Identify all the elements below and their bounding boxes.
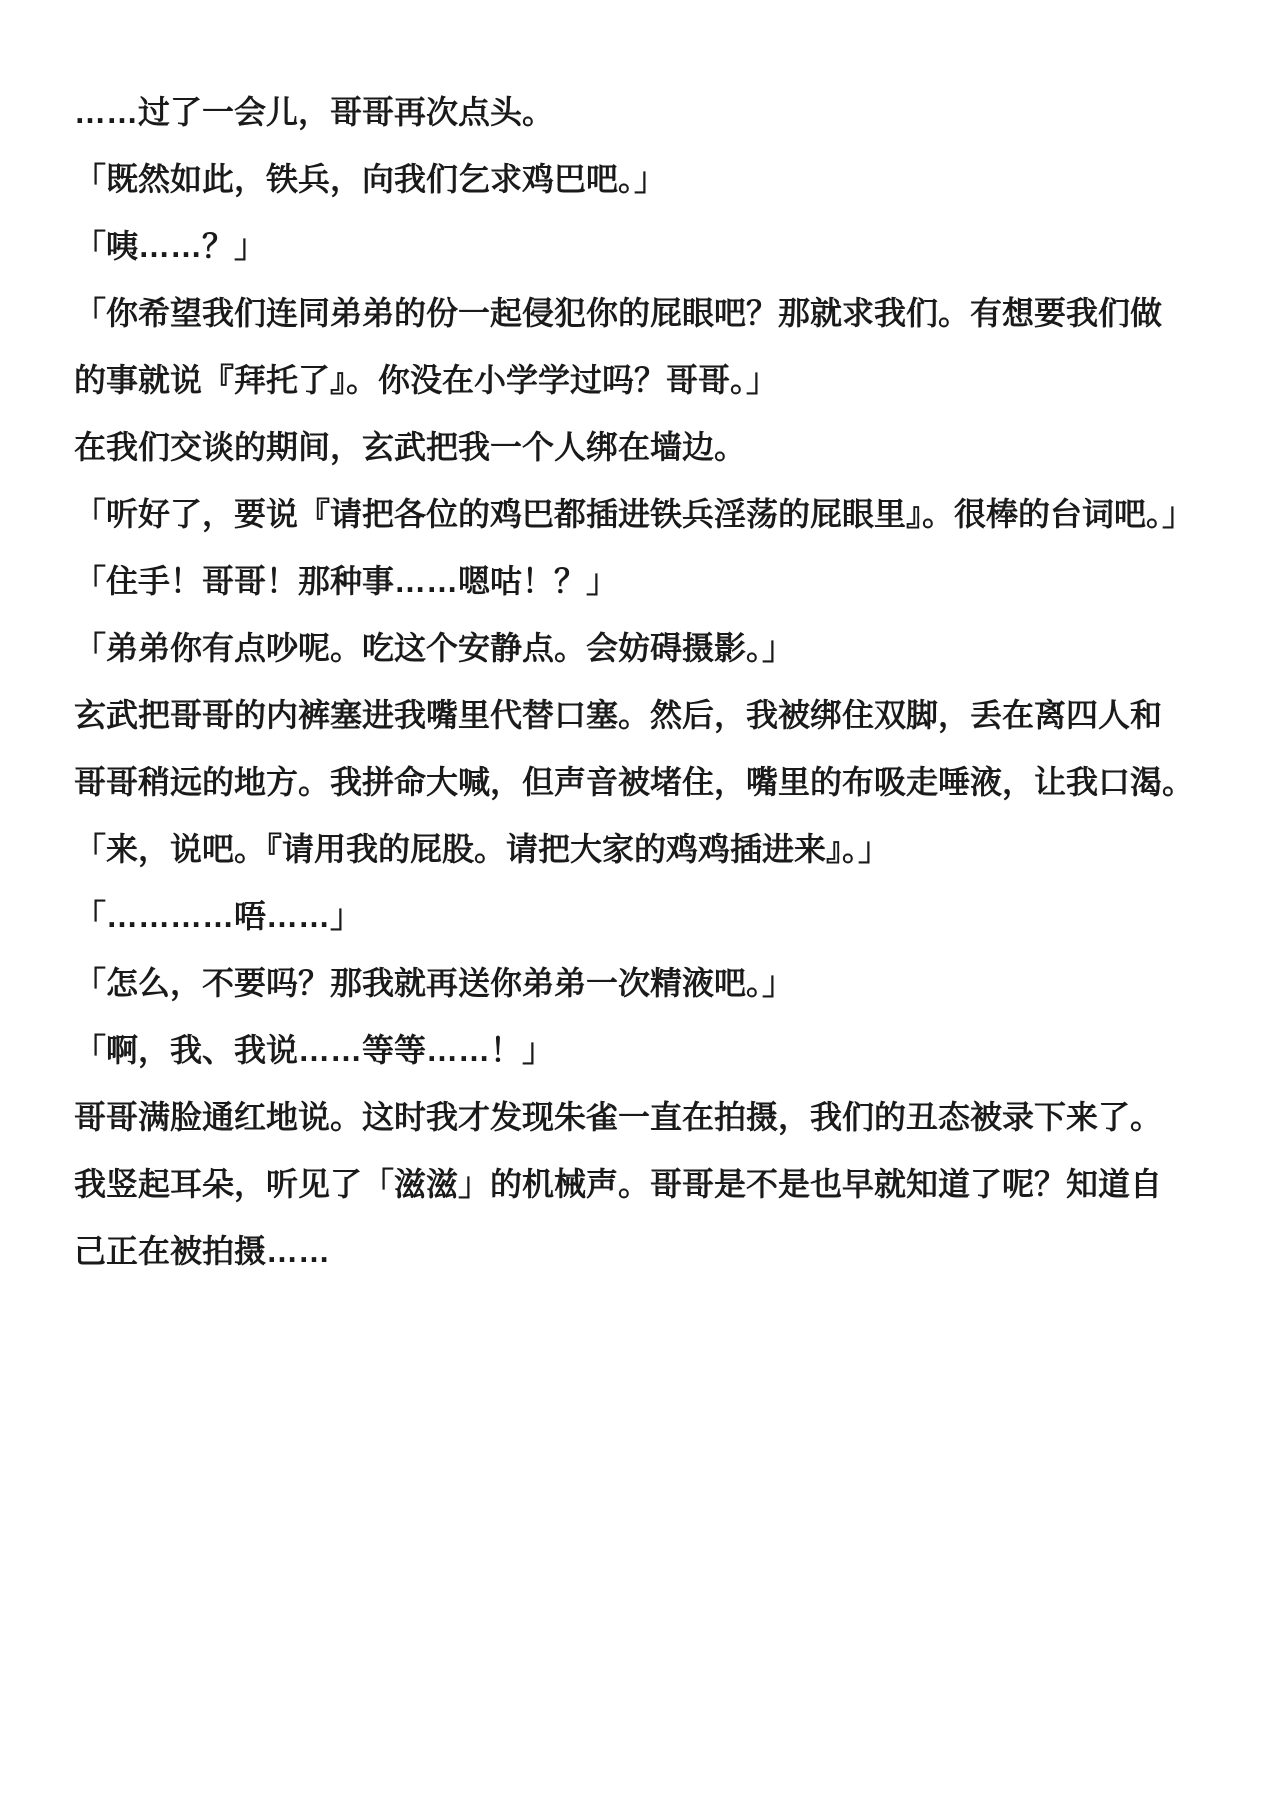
text-line: 「啊，我、我说……等等……！」 [74,1032,555,1068]
text-line: 玄武把哥哥的内裤塞进我嘴里代替口塞。然后，我被绑住双脚，丢在离四人和 [74,697,1163,733]
novel-text-block [74,79,1224,1285]
text-line: 「既然如此，铁兵，向我们乞求鸡巴吧。」 [74,161,667,197]
text-line: 在我们交谈的期间，玄武把我一个人绑在墙边。 [74,429,747,465]
text-line: 「弟弟你有点吵呢。吃这个安静点。会妨碍摄影。」 [74,630,795,666]
text-line: ……过了一会儿，哥哥再次点头。 [74,94,555,130]
text-line: 我竖起耳朵，听见了「滋滋」的机械声。哥哥是不是也早就知道了呢？知道自 [74,1166,1163,1202]
text-line: 「你希望我们连同弟弟的份一起侵犯你的屁眼吧？那就求我们。有想要我们做 [74,295,1163,331]
text-line: 哥哥满脸通红地说。这时我才发现朱雀一直在拍摄，我们的丑态被录下来了。 [74,1099,1163,1135]
text-line: 「…………唔……」 [74,898,363,934]
text-line: 「听好了，要说『请把各位的鸡巴都插进铁兵淫荡的屁眼里』。很棒的台词吧。」 [74,496,1195,532]
text-line: 「咦……？」 [74,228,267,264]
text-line: 「怎么，不要吗？那我就再送你弟弟一次精液吧。」 [74,965,795,1001]
text-line: 哥哥稍远的地方。我拼命大喊，但声音被堵住，嘴里的布吸走唾液，让我口渴。 [74,764,1195,800]
text-line: 己正在被拍摄…… [74,1233,331,1269]
text-line: 的事就说『拜托了』。你没在小学学过吗？哥哥。」 [74,362,779,398]
text-line: 「住手！哥哥！那种事……嗯咕！？」 [74,563,619,599]
text-line: 「来，说吧。『请用我的屁股。请把大家的鸡鸡插进来』。」 [74,831,891,867]
